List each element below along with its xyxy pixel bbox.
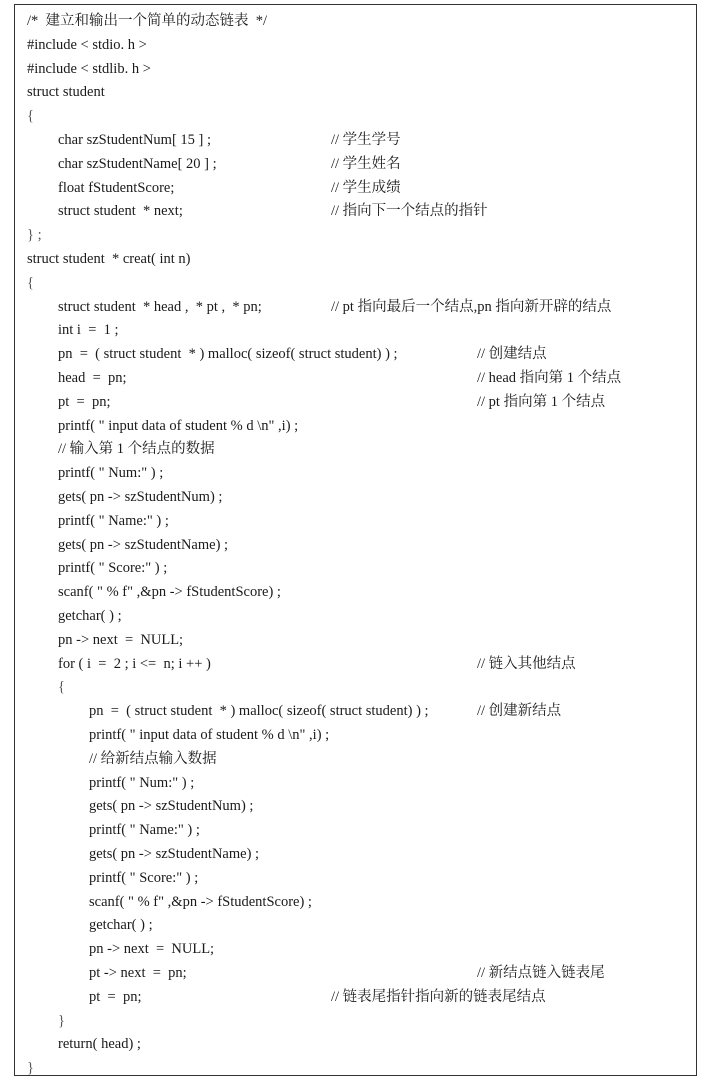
code-text: pn -> next = NULL; — [89, 941, 215, 958]
code-text: printf( " Num:" ) ; — [58, 465, 164, 482]
code-text: printf( " Score:" ) ; — [58, 560, 168, 577]
code-text: } ; — [27, 227, 42, 244]
code-text: { — [27, 108, 34, 125]
code-comment: // 链入其他结点 — [477, 655, 576, 672]
code-comment: // head 指向第 1 个结点 — [477, 370, 622, 386]
code-comment: // 创建结点 — [477, 346, 547, 363]
code-comment: // pt 指向最后一个结点,pn 指向新开辟的结点 — [331, 298, 612, 315]
code-text: } — [27, 1060, 34, 1077]
code-comment: // 学生学号 — [331, 132, 401, 148]
code-text: printf( " input data of student % d \n" ,i) ; — [58, 417, 299, 434]
code-text: struct student — [27, 84, 105, 101]
code-text: printf( " Score:" ) ; — [89, 869, 199, 886]
code-text: printf( " Num:" ) ; — [89, 774, 195, 791]
code-text: /* 建立和输出一个简单的动态链表 */ — [27, 13, 268, 29]
code-text: getchar( ) ; — [58, 608, 122, 624]
code-text: // 输入第 1 个结点的数据 — [58, 441, 215, 458]
code-comment: // 链表尾指针指向新的链表尾结点 — [331, 988, 546, 1005]
code-text: gets( pn -> szStudentName) ; — [89, 846, 260, 862]
code-text: printf( " input data of student % d \n" ,i) ; — [89, 727, 330, 743]
code-text: { — [58, 679, 65, 696]
code-text: printf( " Name:" ) ; — [58, 512, 169, 529]
code-text: struct student * head , * pt , * pn; — [58, 298, 262, 315]
code-text: pt = pn; — [58, 393, 111, 410]
code-text: for ( i = 2 ; i <= n; i ++ ) — [58, 655, 211, 672]
code-text: pn = ( struct student * ) malloc( sizeof( struct student) ) ; — [58, 346, 398, 363]
code-text: getchar( ) ; — [89, 917, 153, 934]
code-text: gets( pn -> szStudentNum) ; — [58, 489, 223, 505]
code-listing-frame — [14, 4, 697, 1076]
code-text: return( head) ; — [58, 1036, 141, 1053]
code-text: int i = 1 ; — [58, 322, 119, 339]
code-text: struct student * next; — [58, 203, 183, 220]
code-comment: // 新结点链入链表尾 — [477, 965, 605, 981]
code-text: scanf( " % f" ,&pn -> fStudentScore) ; — [89, 893, 312, 910]
code-comment: // pt 指向第 1 个结点 — [477, 393, 606, 410]
code-text: char szStudentNum[ 15 ] ; — [58, 132, 212, 148]
code-text: #include < stdio. h > — [27, 36, 147, 53]
code-text: float fStudentScore; — [58, 179, 175, 196]
code-text: pn = ( struct student * ) malloc( sizeof( struct student) ) ; — [89, 703, 429, 720]
code-comment: // 指向下一个结点的指针 — [331, 203, 488, 220]
code-text: scanf( " % f" ,&pn -> fStudentScore) ; — [58, 584, 281, 601]
code-text: pt -> next = pn; — [89, 965, 187, 981]
code-text: head = pn; — [58, 370, 127, 386]
code-text: char szStudentName[ 20 ] ; — [58, 155, 217, 172]
code-text: struct student * creat( int n) — [27, 251, 191, 267]
code-comment: // 学生成绩 — [331, 179, 401, 196]
code-text: printf( " Name:" ) ; — [89, 822, 200, 839]
code-text: { — [27, 274, 34, 291]
code-text: gets( pn -> szStudentName) ; — [58, 536, 229, 553]
code-comment: // 创建新结点 — [477, 703, 562, 720]
code-text: } — [58, 1012, 65, 1029]
code-text: pt = pn; — [89, 988, 142, 1005]
code-text: gets( pn -> szStudentNum) ; — [89, 798, 254, 815]
code-text: // 给新结点输入数据 — [89, 750, 217, 767]
code-text: pn -> next = NULL; — [58, 631, 184, 648]
code-comment: // 学生姓名 — [331, 155, 401, 172]
code-text: #include < stdlib. h > — [27, 60, 151, 77]
